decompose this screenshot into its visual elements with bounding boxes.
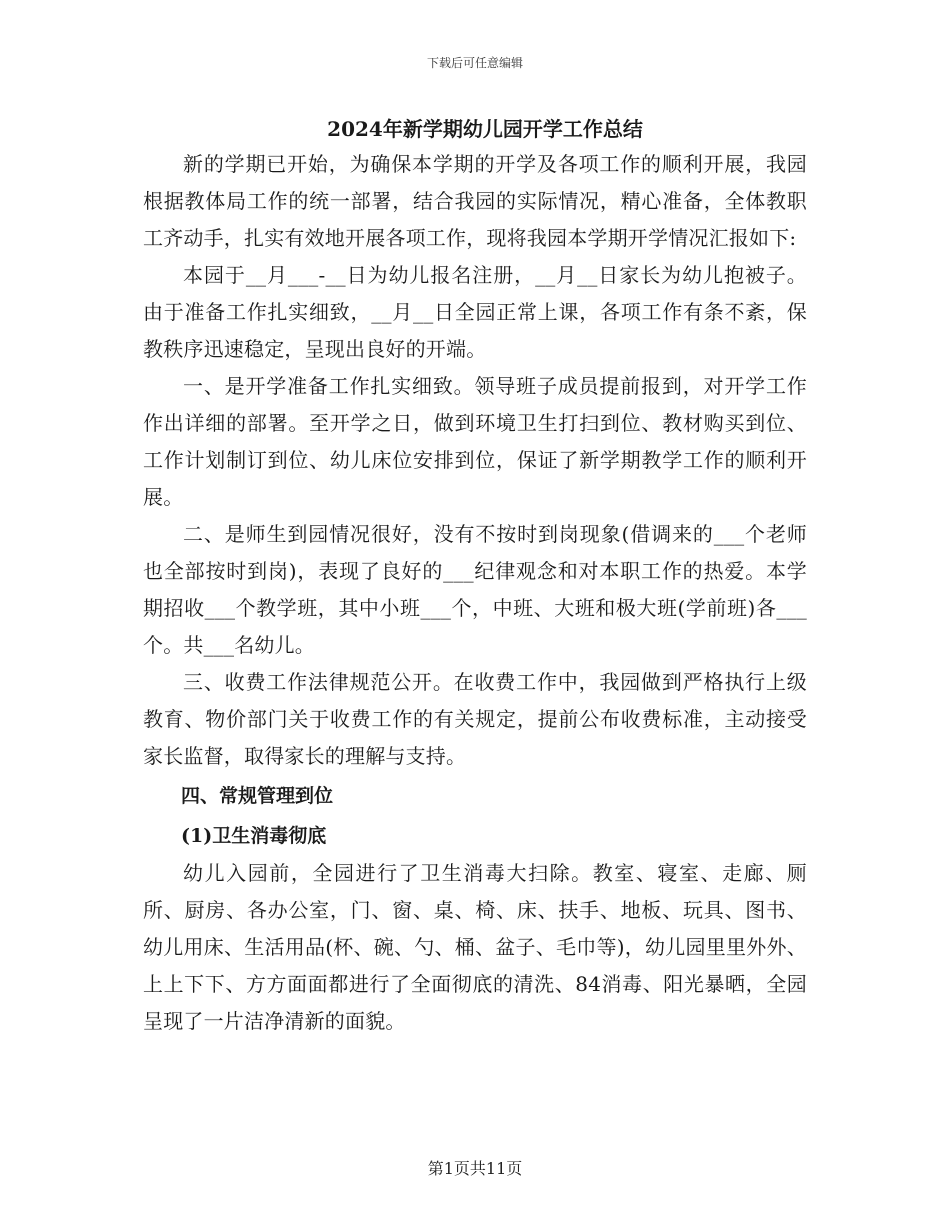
section-heading-routine: 四、常规管理到位 xyxy=(181,785,334,807)
document-title: 2024年新学期幼儿园开学工作总结 xyxy=(327,117,643,141)
paragraph-registration: 本园于__月___-__日为幼儿报名注册，__月__日家长为幼儿抱被子。由于准备工作扎实细致，__月__日全园正常上课，各项工作有条不紊，保教秩序迅速稳定，呈现出良好的开端。 xyxy=(143,263,807,361)
subsection-heading-hygiene: (1)卫生消毒彻底 xyxy=(181,825,327,847)
paragraph-fees: 三、收费工作法律规范公开。在收费工作中，我园做到严格执行上级教育、物价部门关于收费工作的有关规定，提前公布收费标准，主动接受家长监督，取得家长的理解与支持。 xyxy=(143,670,807,768)
paragraph-hygiene: 幼儿入园前，全园进行了卫生消毒大扫除。教室、寝室、走廊、厕所、厨房、各办公室，门、窗、桌、椅、床、扶手、地板、玩具、图书、幼儿用床、生活用品(杯、碗、勺、桶、盆子、毛巾等)，幼儿园里里外外、上上下下、方方面面都进行了全面彻底的清洗、84消毒、阳光暴晒，全园呈现了一片洁净清新的面貌。 xyxy=(143,861,807,1033)
header-note: 下载后可任意编辑 xyxy=(426,56,523,70)
page-number: 第1页共11页 xyxy=(427,1159,523,1178)
paragraph-preparation: 一、是开学准备工作扎实细致。领导班子成员提前报到，对开学工作作出详细的部署。至开学之日，做到环境卫生打扫到位、教材购买到位、工作计划制订到位、幼儿床位安排到位，保证了新学期教学工作的顺利开展。 xyxy=(143,374,807,509)
paragraph-intro: 新的学期已开始，为确保本学期的开学及各项工作的顺利开展，我园根据教体局工作的统一部署，结合我园的实际情况，精心准备，全体教职工齐动手，扎实有效地开展各项工作，现将我园本学期开学情况汇报如下: xyxy=(143,152,807,250)
paragraph-attendance: 二、是师生到园情况很好，没有不按时到岗现象(借调来的___个老师也全部按时到岗)，表现了良好的___纪律观念和对本职工作的热爱。本学期招收___个教学班，其中小班___个，中班、大班和极大班(学前班)各___个。共___名幼儿。 xyxy=(143,522,807,657)
document-body xyxy=(143,112,807,1040)
